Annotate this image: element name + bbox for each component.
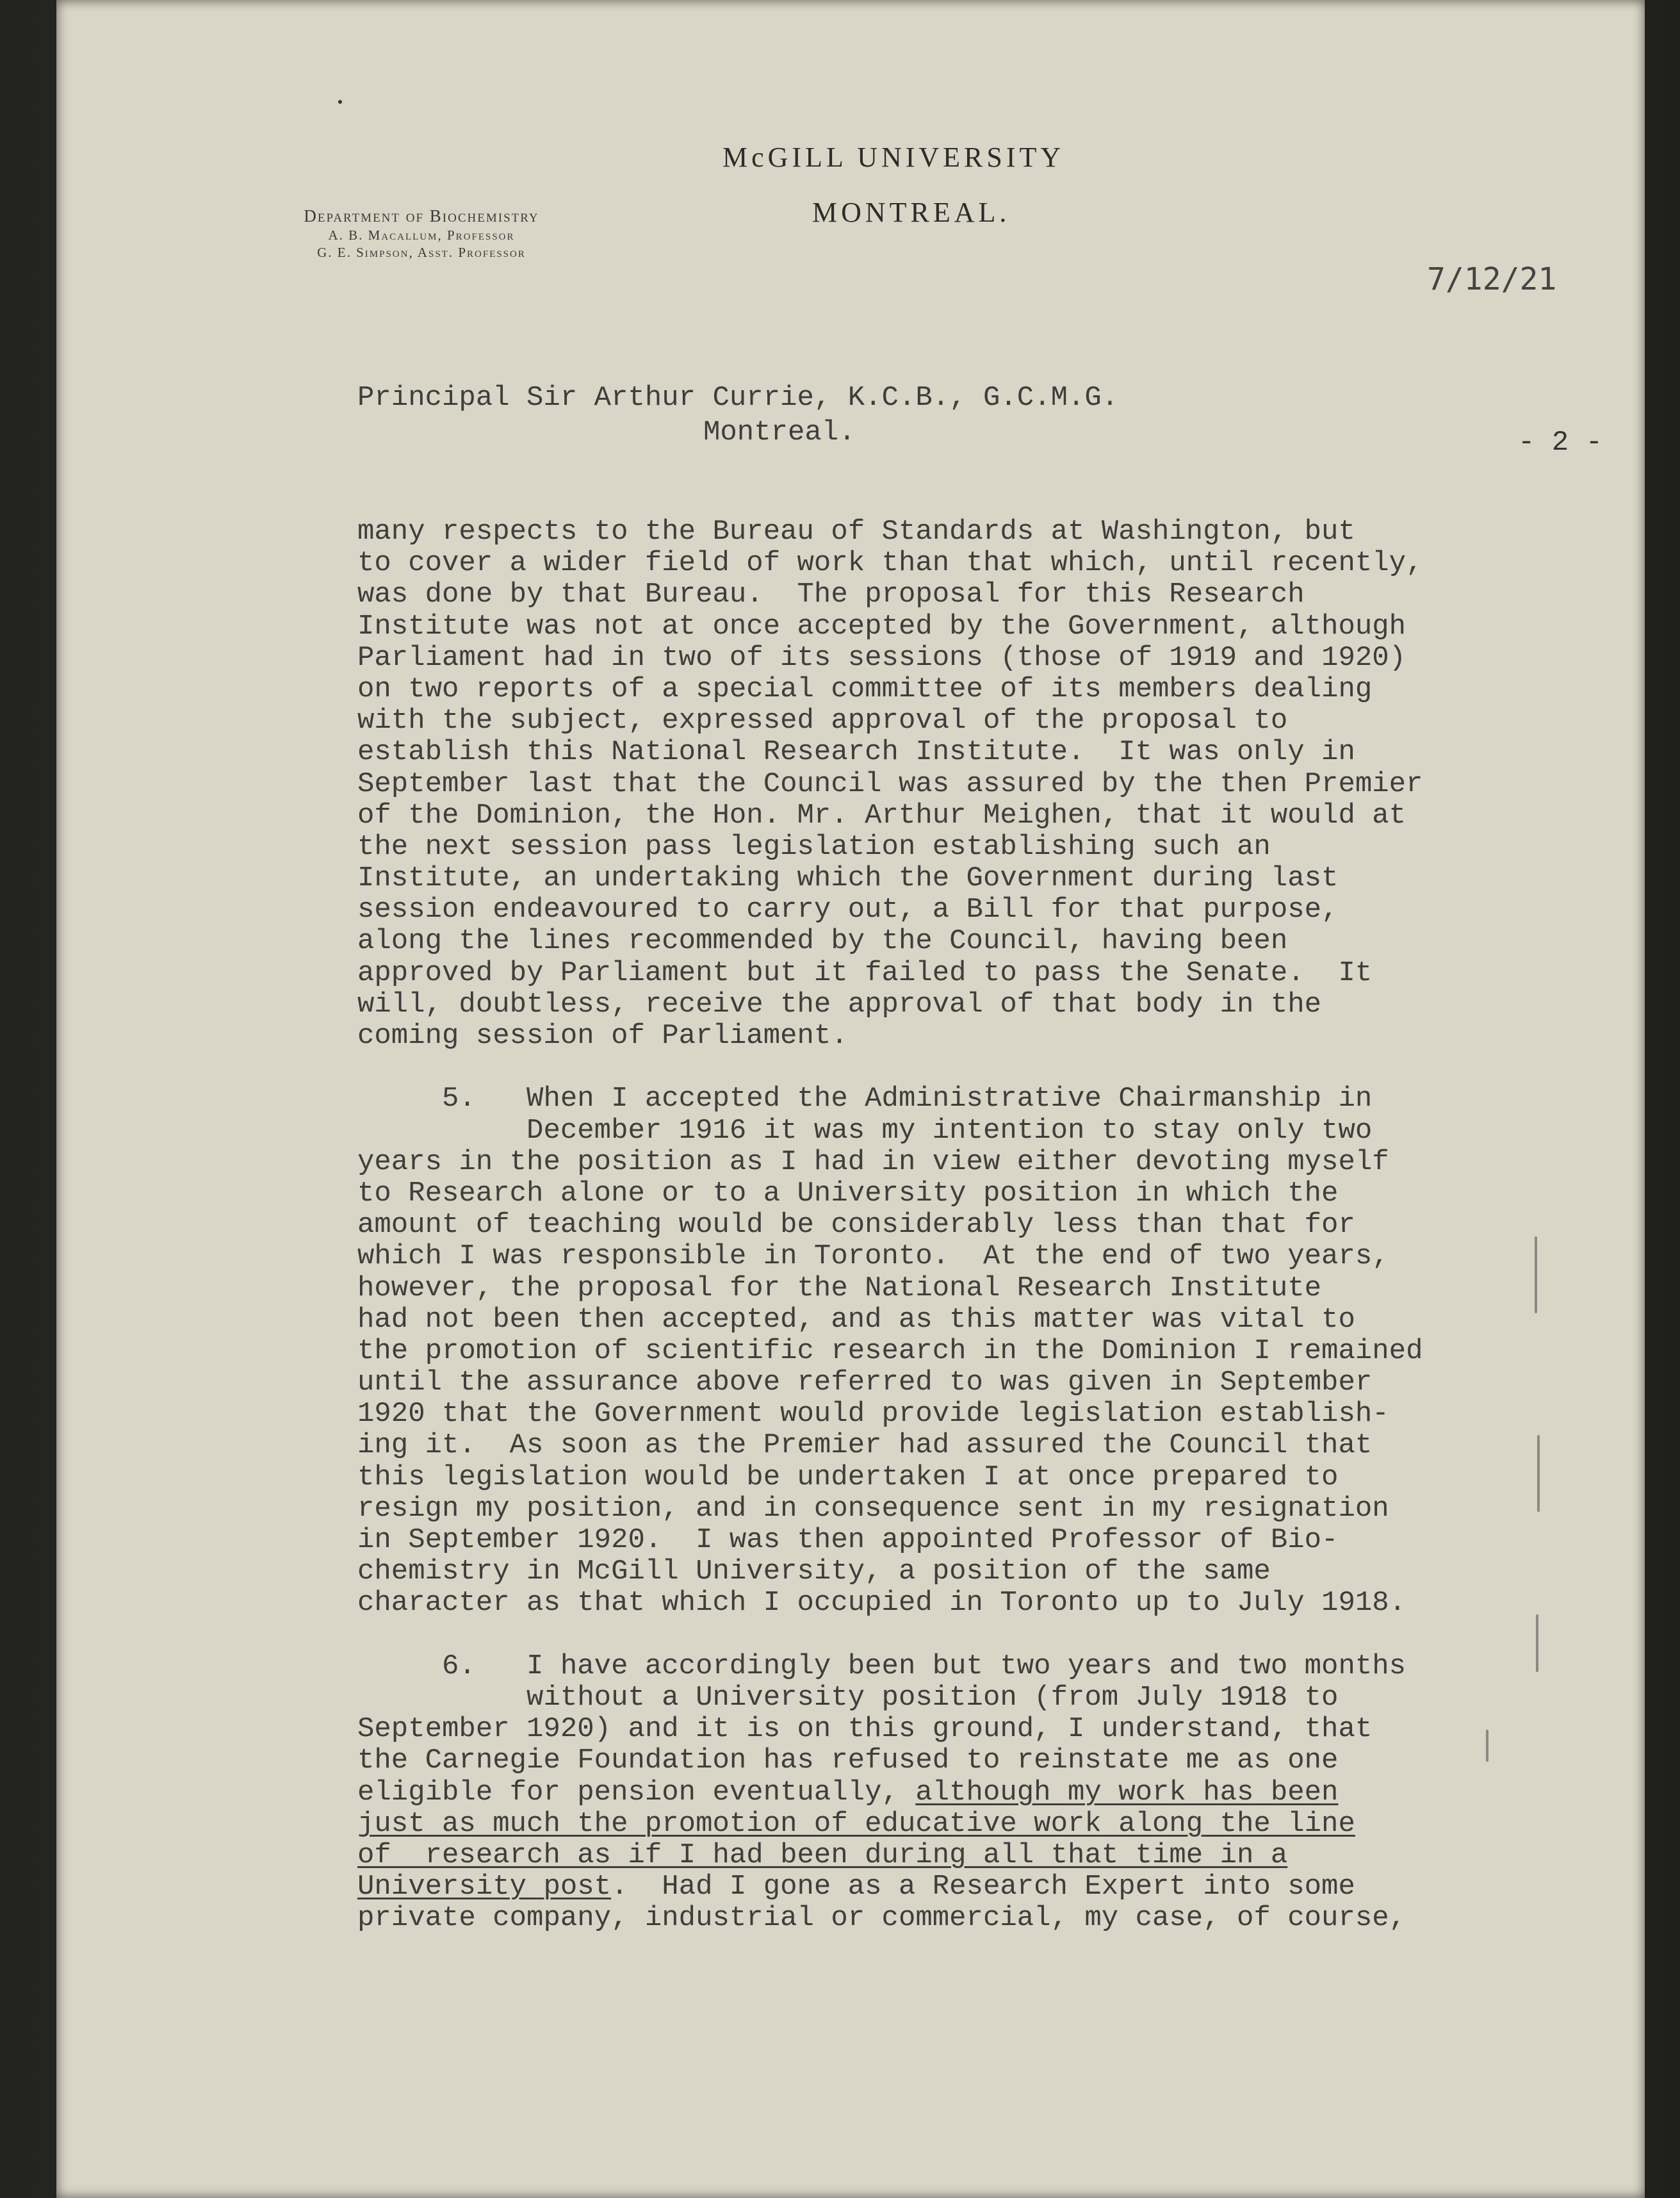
body-line: just as much the promotion of educative work along the line	[357, 1807, 1355, 1840]
body-line: until the assurance above referred to was given in September	[357, 1366, 1373, 1399]
letter-body	[357, 516, 1423, 1934]
body-line	[357, 1052, 1423, 1083]
body-line: of research as if I had been during all that time in a	[357, 1839, 1288, 1871]
letter-date: 7/12/21	[1427, 261, 1557, 297]
body-line: 6. I have accordingly been but two years and two months	[357, 1650, 1407, 1682]
body-line: session endeavoured to carry out, a Bill for that purpose,	[357, 894, 1339, 926]
margin-mark	[1537, 1435, 1540, 1512]
margin-mark	[1486, 1730, 1488, 1762]
body-line: however, the proposal for the National Research Institute	[357, 1272, 1322, 1304]
body-line: character as that which I occupied in Toronto up to July 1918.	[357, 1587, 1407, 1620]
body-line: years in the position as I had in view either devoting myself	[357, 1145, 1389, 1178]
margin-mark	[1536, 1614, 1538, 1672]
body-line: on two reports of a special committee of its members dealing	[357, 673, 1373, 705]
page-number: - 2 -	[1518, 427, 1603, 459]
body-line: will, doubtless, receive the approval of that body in the	[357, 988, 1322, 1021]
body-line: 5. When I accepted the Administrative Chairmanship in	[357, 1083, 1373, 1115]
margin-mark	[1535, 1236, 1537, 1313]
body-line: was done by that Bureau. The proposal for this Research	[357, 578, 1305, 611]
body-line: the promotion of scientific research in the Dominion I remained	[357, 1334, 1423, 1367]
body-line: ing it. As soon as the Premier had assured the Council that	[357, 1429, 1373, 1462]
department-name: Department of Biochemistry	[304, 206, 539, 226]
letterhead-university: McGILL UNIVERSITY	[722, 142, 1065, 173]
ink-dot	[338, 100, 342, 104]
body-line: without a University position (from July 1918 to	[357, 1681, 1339, 1714]
letter-page	[56, 0, 1645, 2198]
body-line: had not been then accepted, and as this matter was vital to	[357, 1303, 1355, 1336]
letterhead-department-block	[223, 206, 620, 261]
addressee-line-2: Montreal.	[703, 416, 856, 448]
body-line: private company, industrial or commercial, my case, of course,	[357, 1902, 1407, 1935]
body-line: September last that the Council was assured by the then Premier	[357, 767, 1423, 800]
body-line: this legislation would be undertaken I at once prepared to	[357, 1461, 1339, 1493]
body-line: eligible for pension eventually, although my work has been	[357, 1776, 1339, 1808]
department-professor: A. B. Macallum, Professor	[328, 227, 515, 243]
body-line: December 1916 it was my intention to stay only two	[357, 1114, 1373, 1147]
body-line: to Research alone or to a University position in which the	[357, 1177, 1339, 1210]
addressee-line-1: Principal Sir Arthur Currie, K.C.B., G.C.M.G.	[357, 382, 1119, 414]
body-line: amount of teaching would be considerably less than that for	[357, 1209, 1355, 1242]
body-line: chemistry in McGill University, a position of the same	[357, 1555, 1271, 1588]
body-line: September 1920) and it is on this ground, I understand, that	[357, 1713, 1373, 1746]
body-line: in September 1920. I was then appointed Professor of Bio-	[357, 1524, 1339, 1556]
body-line: University post. Had I gone as a Research Expert into some	[357, 1871, 1355, 1903]
department-asst-professor: G. E. Simpson, Asst. Professor	[317, 245, 526, 260]
body-line: with the subject, expressed approval of the proposal to	[357, 705, 1288, 737]
body-line: the next session pass legislation establishing such an	[357, 830, 1271, 863]
body-line: establish this National Research Institute. It was only in	[357, 736, 1355, 769]
body-line: Parliament had in two of its sessions (those of 1919 and 1920)	[357, 641, 1407, 674]
body-line: which I was responsible in Toronto. At the end of two years,	[357, 1240, 1389, 1273]
body-line: many respects to the Bureau of Standards at Washington, but	[357, 516, 1355, 548]
body-line: coming session of Parliament.	[357, 1020, 848, 1052]
body-line: of the Dominion, the Hon. Mr. Arthur Meighen, that it would at	[357, 799, 1407, 832]
body-line: Institute was not at once accepted by the Government, although	[357, 610, 1407, 643]
body-line: Institute, an undertaking which the Government during last	[357, 862, 1339, 895]
body-line: 1920 that the Government would provide legislation establish-	[357, 1398, 1389, 1431]
body-line: approved by Parliament but it failed to pass the Senate. It	[357, 956, 1373, 989]
body-line: the Carnegie Foundation has refused to reinstate me as one	[357, 1744, 1339, 1777]
body-line: to cover a wider field of work than that which, until recently,	[357, 547, 1423, 580]
body-line: along the lines recommended by the Council, having been	[357, 925, 1288, 958]
body-line	[357, 1620, 1423, 1651]
body-line: resign my position, and in consequence sent in my resignation	[357, 1492, 1389, 1525]
letterhead-city: MONTREAL.	[812, 197, 1011, 228]
